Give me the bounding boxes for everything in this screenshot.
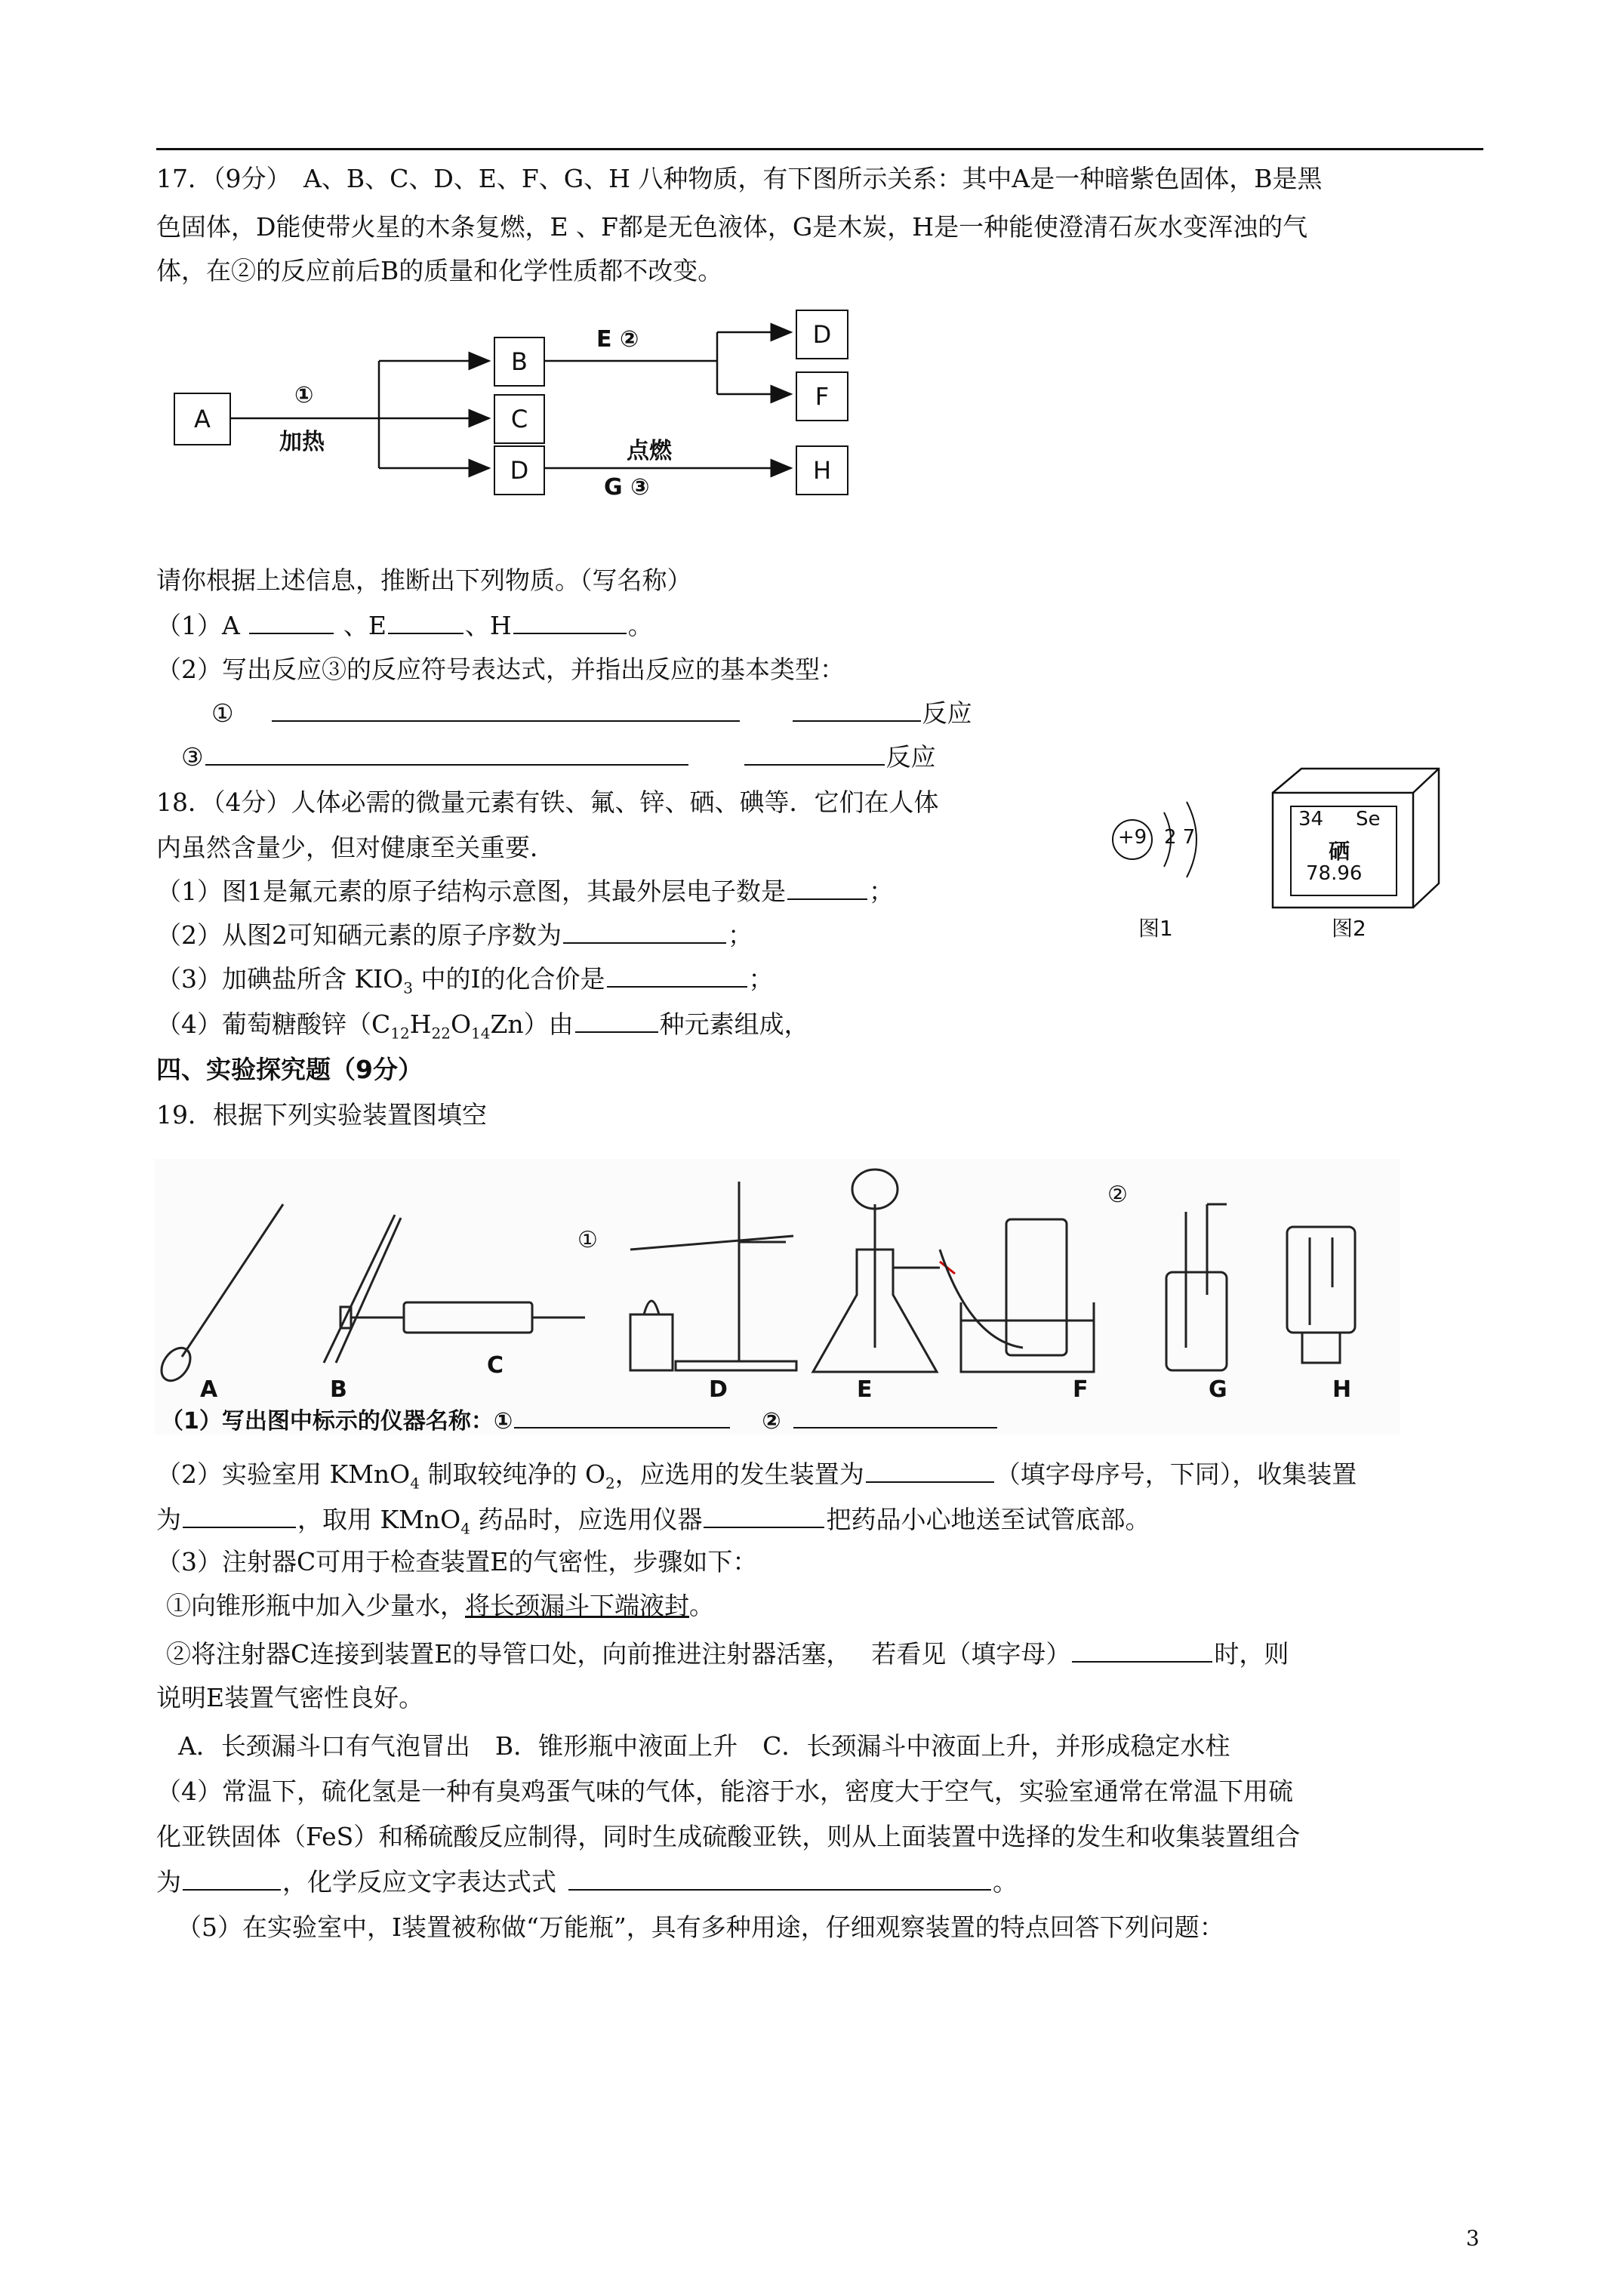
app-label-e: E xyxy=(857,1376,873,1403)
apparatus-drawings xyxy=(155,1159,1400,1385)
blank-instrument-2[interactable] xyxy=(793,1404,997,1428)
node-h: H xyxy=(796,445,848,495)
app-label-c: C xyxy=(487,1352,504,1379)
q18-sub4-hn: 22 xyxy=(431,1024,451,1043)
q19-p2-c: ，应选用的发生装置为 xyxy=(614,1459,864,1489)
blank-element-count[interactable] xyxy=(575,1009,658,1033)
atomic-number: 34 xyxy=(1298,808,1324,831)
q18-sub2 xyxy=(156,918,753,953)
fig1-caption: 图1 xyxy=(1138,916,1173,941)
page-number: 3 xyxy=(1466,2226,1480,2251)
q19-p2-b: 制取较纯净的 O xyxy=(419,1459,606,1489)
q18-sub4-end: 种元素组成， xyxy=(659,1009,809,1039)
q17-line2: 色固体，D能使带火星的木条复燃，E 、F都是无色液体，G是木炭，H是一种能使澄清石灰水变浑浊的气 xyxy=(156,212,1308,242)
step2-b: 时，则 xyxy=(1214,1639,1289,1669)
node-b: B xyxy=(494,337,545,387)
marker-2: ② xyxy=(1107,1182,1128,1208)
figure-question xyxy=(161,1402,999,1435)
blank-word-equation[interactable] xyxy=(568,1866,991,1891)
blank-instrument-1[interactable] xyxy=(514,1404,730,1428)
app-label-b: B xyxy=(330,1376,347,1403)
q18-line1: 18．（4分）人体必需的微量元素有铁、氟、锌、硒、碘等．它们在人体 xyxy=(156,787,939,817)
q19-p4-line3 xyxy=(156,1865,1018,1900)
label-reaction-3: G ③ xyxy=(604,474,650,501)
element-name: 硒 xyxy=(1329,839,1350,864)
q17-line3: 体，在②的反应前后B的质量和化学性质都不改变。 xyxy=(156,256,723,285)
reaction-diagram xyxy=(174,310,876,506)
q18-sub3-end: ； xyxy=(748,964,774,994)
q19-p2-e: 为 xyxy=(156,1505,181,1534)
q19-p2-line2 xyxy=(156,1502,1150,1546)
q18-sub3-a: （3）加碘盐所含 KIO xyxy=(156,964,404,994)
blank-eq3[interactable] xyxy=(205,741,688,766)
q19-title: 19．根据下列实验装置图填空 xyxy=(156,1100,487,1130)
blank-type3[interactable] xyxy=(744,741,885,766)
q19-p4-line1: （4）常温下，硫化氢是一种有臭鸡蛋气味的气体，能溶于水，密度大于空气，实验室通常在常温下用硫 xyxy=(156,1777,1293,1806)
q18-sub1 xyxy=(156,874,894,909)
node-d: D xyxy=(494,445,545,495)
q17-sub1-a: （1）A xyxy=(156,611,248,640)
q19-p2-d: （填字母序号，下同），收集装置 xyxy=(995,1459,1357,1489)
step2-a: ②将注射器C连接到装置E的导管口处，向前推进注射器活塞， 若看见（填字母） xyxy=(166,1639,1071,1669)
apparatus-figure xyxy=(155,1159,1400,1435)
q17-sub2-eq3 xyxy=(181,740,936,775)
q19-p3-conclusion: 说明E装置气密性良好。 xyxy=(156,1683,424,1712)
q19-p3-options: A．长颈漏斗口有气泡冒出 B．锥形瓶中液面上升 C．长颈漏斗中液面上升，并形成稳定水柱 xyxy=(178,1731,1230,1761)
blank-atomic-number[interactable] xyxy=(563,920,726,944)
q19-p2-g: 药品时，应选用仪器 xyxy=(470,1505,703,1534)
label-ignite: 点燃 xyxy=(627,438,672,464)
q19-p2-a: （2）实验室用 KMnO xyxy=(156,1459,411,1489)
label-reaction-1: ① xyxy=(294,382,314,408)
q18-sub3-sub: 3 xyxy=(403,978,413,997)
app-label-f: F xyxy=(1073,1376,1089,1403)
blank-h[interactable] xyxy=(513,610,627,634)
q19-p3-step2 xyxy=(166,1637,1289,1672)
app-label-d: D xyxy=(709,1376,728,1403)
electron-counts: 2 7 xyxy=(1164,826,1196,849)
atomic-mass: 78.96 xyxy=(1306,862,1363,885)
q19-p3-step1 xyxy=(166,1589,714,1623)
q19-p2-f: ，取用 KMnO xyxy=(297,1505,461,1534)
figure-question-text: （1）写出图中标示的仪器名称：① xyxy=(161,1408,513,1435)
p4-c: 。 xyxy=(993,1867,1018,1897)
nucleus-charge: +9 xyxy=(1117,826,1147,849)
q19-p2-sub2: 2 xyxy=(605,1474,615,1493)
q18-sub1-end: ； xyxy=(869,877,894,906)
blank-e[interactable] xyxy=(388,610,463,634)
fig2-caption: 图2 xyxy=(1332,916,1366,941)
blank-type1[interactable] xyxy=(793,698,921,722)
node-d2: D xyxy=(796,310,848,359)
q17-sub1-end: 。 xyxy=(627,611,653,640)
blank-collector[interactable] xyxy=(183,1504,296,1528)
q18-sub4 xyxy=(156,1007,809,1051)
q17-sub1-h: 、H xyxy=(464,611,512,640)
q19-p2-line1 xyxy=(156,1457,1357,1501)
blank-eq1[interactable] xyxy=(272,698,740,722)
node-c: C xyxy=(494,394,545,444)
q17-sub2-eq1 xyxy=(211,696,972,731)
fig1-atom-structure xyxy=(1102,785,1246,951)
q18-sub2-text: （2）从图2可知硒元素的原子序数为 xyxy=(156,920,562,950)
element-cube xyxy=(1268,763,1449,914)
node-a: A xyxy=(174,393,231,445)
q19-p2-sub: 4 xyxy=(410,1474,420,1493)
q17-line1: 17．（9分） A、B、C、D、E、F、G、H 八种物质，有下图所示关系：其中A是一种暗紫色固体，B是黑 xyxy=(156,164,1323,193)
blank-a[interactable] xyxy=(249,610,334,634)
q18-sub3 xyxy=(156,962,774,1006)
step1-underlined: 将长颈漏斗下端液封 xyxy=(465,1591,689,1620)
p4-a: 为 xyxy=(156,1867,181,1897)
eq1-mark: ① xyxy=(211,698,234,728)
blank-observation[interactable] xyxy=(1072,1638,1212,1663)
blank-generator[interactable] xyxy=(866,1459,994,1483)
eq3-mark: ③ xyxy=(181,742,204,772)
node-f: F xyxy=(796,371,848,421)
element-symbol: Se xyxy=(1356,808,1381,831)
q17-prompt: 请你根据上述信息，推断出下列物质。（写名称） xyxy=(156,566,692,595)
q18-line2: 内虽然含量少，但对健康至关重要． xyxy=(156,833,555,862)
q19-p2-h: 把药品小心地送至试管底部。 xyxy=(826,1505,1150,1534)
q19-p4-line2: 化亚铁固体（FeS）和稀硫酸反应制得，同时生成硫酸亚铁，则从上面装置中选择的发生和收集装置组合 xyxy=(156,1822,1301,1851)
step1-end: 。 xyxy=(689,1591,714,1620)
app-label-h: H xyxy=(1332,1376,1352,1403)
q19-p2-sub3: 4 xyxy=(460,1519,470,1538)
figure-question-2: ② xyxy=(762,1408,781,1435)
section-4-heading: 四、实验探究题（9分） xyxy=(156,1055,423,1084)
q17-sub2: （2）写出反应③的反应符号表达式，并指出反应的基本类型： xyxy=(156,655,845,684)
q17-sub1-e: 、E xyxy=(335,611,387,640)
q19-p3: （3）注射器C可用于检查装置E的气密性，步骤如下： xyxy=(156,1547,758,1576)
q18-sub4-h: H xyxy=(409,1009,432,1039)
blank-combination[interactable] xyxy=(183,1866,281,1891)
q18-sub4-on: 14 xyxy=(471,1024,491,1043)
p4-b: ，化学反应文字表达式式 xyxy=(282,1867,556,1897)
label-reaction-2: E ② xyxy=(596,326,639,353)
marker-1: ① xyxy=(577,1227,598,1253)
q18-sub4-o: O xyxy=(450,1009,471,1039)
q18-sub4-a: （4）葡萄糖酸锌（C xyxy=(156,1009,391,1039)
q18-sub1-text: （1）图1是氟元素的原子结构示意图，其最外层电子数是 xyxy=(156,877,786,906)
header-rule xyxy=(156,148,1483,150)
q18-sub4-zn: Zn）由 xyxy=(490,1009,574,1039)
app-label-g: G xyxy=(1209,1376,1227,1403)
q18-sub3-b: 中的I的化合价是 xyxy=(412,964,605,994)
q18-sub4-c: 12 xyxy=(390,1024,410,1043)
eq3-end: 反应 xyxy=(885,742,936,772)
q17-sub1 xyxy=(156,609,653,643)
blank-tool[interactable] xyxy=(704,1504,824,1528)
q18-sub2-end: ； xyxy=(728,920,753,950)
step1-a: ①向锥形瓶中加入少量水， xyxy=(166,1591,465,1620)
blank-valence[interactable] xyxy=(607,963,747,988)
eq1-end: 反应 xyxy=(922,698,972,728)
fig2-element-cell xyxy=(1268,763,1449,951)
blank-outer-electrons[interactable] xyxy=(787,876,867,900)
q19-p5: （5）在实验室中，I装置被称做“万能瓶”，具有多种用途，仔细观察装置的特点回答下列问题： xyxy=(177,1912,1224,1942)
label-heating: 加热 xyxy=(279,429,325,455)
app-label-a: A xyxy=(200,1376,218,1403)
